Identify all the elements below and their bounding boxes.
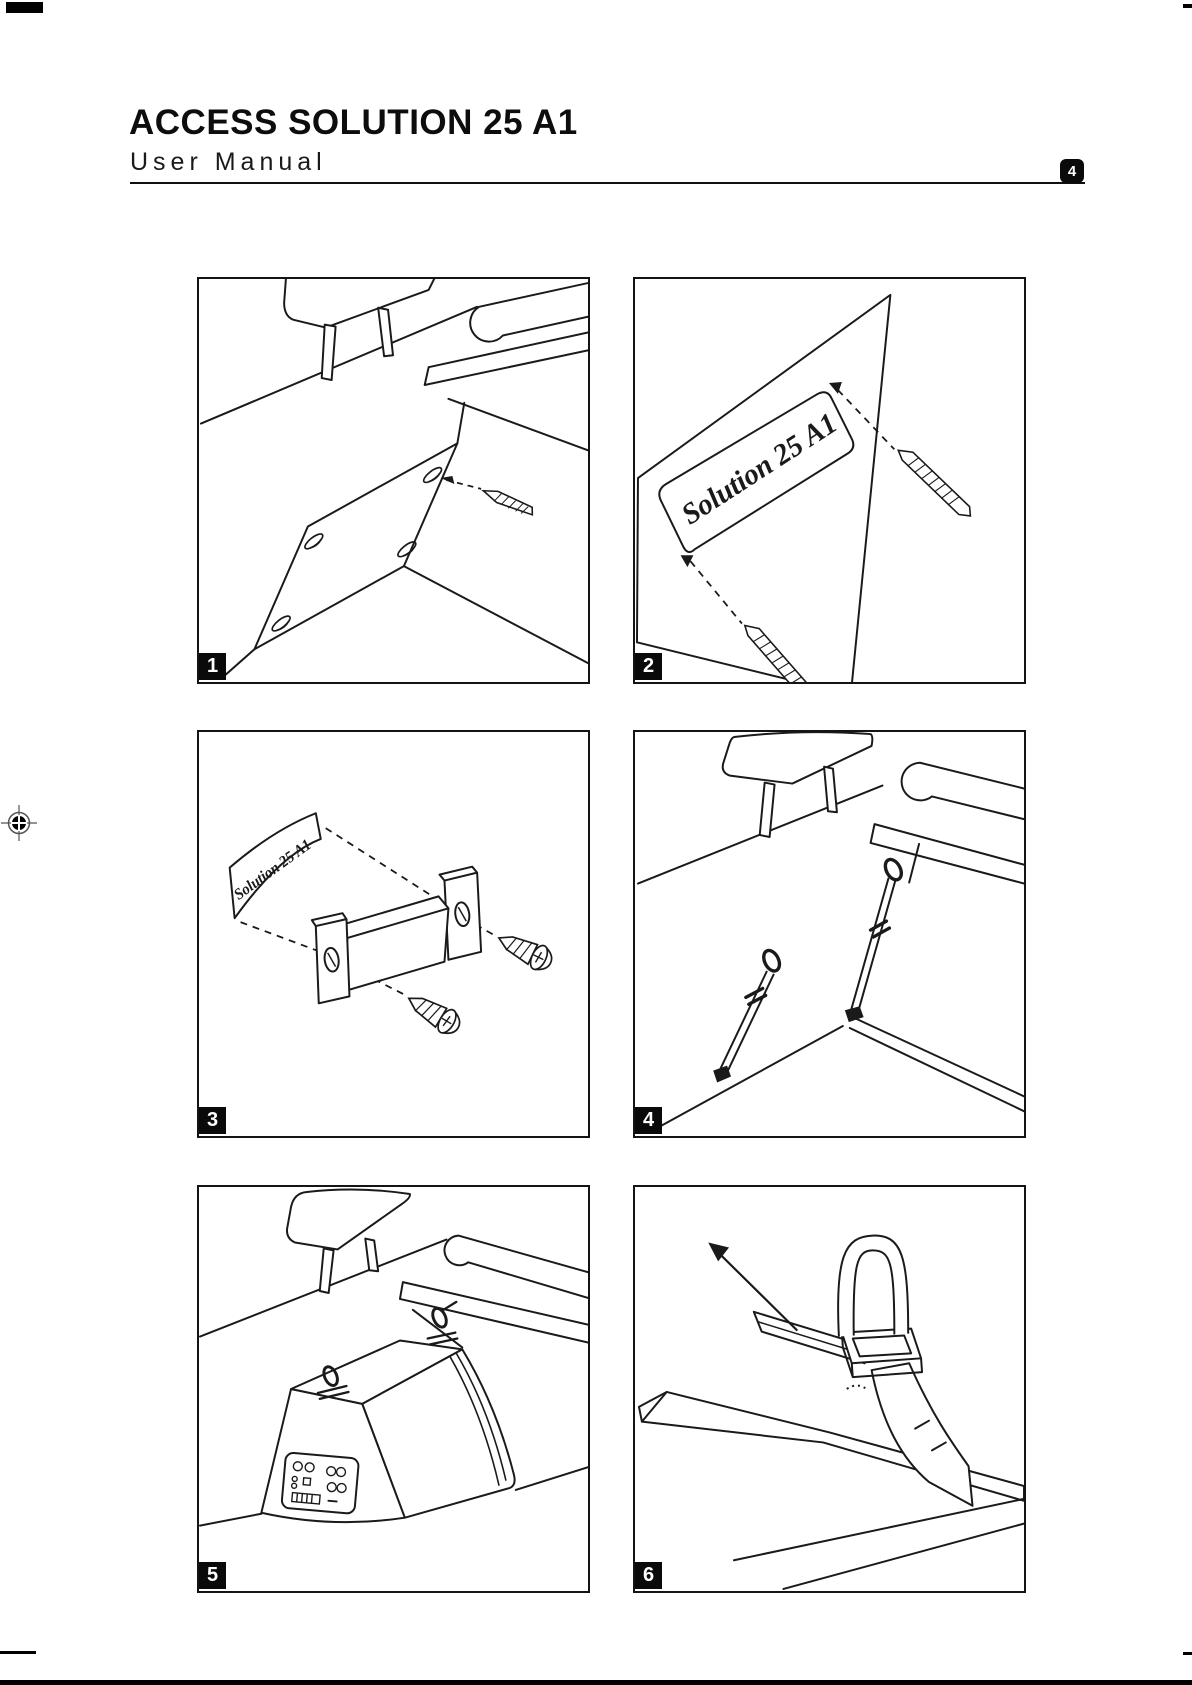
- parcel-shelf-support: [445, 1236, 588, 1298]
- headrest-post: [322, 325, 336, 380]
- panel-number-4: 4: [635, 1107, 662, 1134]
- figure-panel-5: [197, 1185, 590, 1593]
- headrest: [287, 1189, 410, 1249]
- page-subtitle: User Manual: [130, 148, 327, 176]
- illustration-straps-trunk: [635, 732, 1024, 1136]
- strap-loop: [838, 1236, 908, 1337]
- parcel-shelf-board: [400, 1282, 588, 1342]
- panel-number-3: 3: [199, 1107, 226, 1134]
- headrest-post: [365, 1239, 378, 1272]
- connector-panel: [281, 1452, 359, 1514]
- headrest-post: [320, 1248, 334, 1293]
- figure-panel-3: [197, 730, 590, 1138]
- mounting-bracket: [312, 867, 481, 1004]
- awl-tool: [481, 486, 536, 517]
- headrest-post: [824, 767, 837, 813]
- headrest-post: [378, 308, 393, 357]
- figure-panel-2: [633, 277, 1026, 684]
- page-bottom-bar: [0, 1680, 1192, 1685]
- pull-arrow: [708, 1243, 797, 1331]
- header-rule: [130, 182, 1085, 184]
- phillips-screw: [402, 987, 464, 1039]
- crop-mark-bottom-right: [1183, 1652, 1192, 1655]
- page-number-badge: 4: [1060, 159, 1084, 183]
- figure-panel-1: [197, 277, 590, 684]
- screw-spike: [885, 446, 985, 520]
- illustration-seat-holes: [199, 279, 588, 682]
- template-text-small: Solution 25 A1: [230, 832, 320, 904]
- headrest: [284, 279, 435, 328]
- template-text: Solution 25 A1: [676, 405, 847, 532]
- panel-number-6: 6: [635, 1562, 662, 1589]
- template-sheet: [637, 295, 890, 682]
- parcel-shelf-support: [470, 283, 588, 342]
- illustration-bracket-screws: [199, 732, 588, 1136]
- deck-edge: [448, 399, 588, 450]
- parcel-shelf-support: [902, 763, 1024, 819]
- panel-number-1: 1: [199, 653, 226, 680]
- illustration-buckle-closeup: [635, 1187, 1024, 1591]
- panel-number-5: 5: [199, 1562, 226, 1589]
- strap-tie: [428, 1333, 458, 1345]
- stitch-dots: [847, 1386, 867, 1389]
- floor-edge: [650, 1018, 1024, 1132]
- floor-strap-lower: [734, 1499, 1024, 1589]
- phillips-screw: [493, 926, 556, 974]
- strap-tie: [443, 1302, 456, 1310]
- crop-mark-top-left: [6, 2, 43, 13]
- strap: [718, 972, 773, 1077]
- parcel-shelf-board: [425, 333, 588, 385]
- figure-panel-6: [633, 1185, 1026, 1593]
- crop-mark-top-right: [1183, 4, 1192, 8]
- registration-mark-icon: [1, 805, 37, 841]
- headrest: [723, 732, 873, 783]
- parcel-shelf-board: [871, 824, 1024, 883]
- figure-panel-4: [633, 730, 1026, 1138]
- illustration-template-sheet: [635, 279, 1024, 682]
- deck-edge: [909, 844, 919, 883]
- hanging-strap: [872, 1363, 973, 1506]
- strap: [851, 879, 896, 1014]
- strap-anchor: [845, 1006, 864, 1022]
- panel-number-2: 2: [635, 653, 662, 680]
- illustration-box-installed: [199, 1187, 588, 1591]
- crop-mark-bottom-left: [0, 1651, 36, 1654]
- page-title: ACCESS SOLUTION 25 A1: [129, 103, 578, 142]
